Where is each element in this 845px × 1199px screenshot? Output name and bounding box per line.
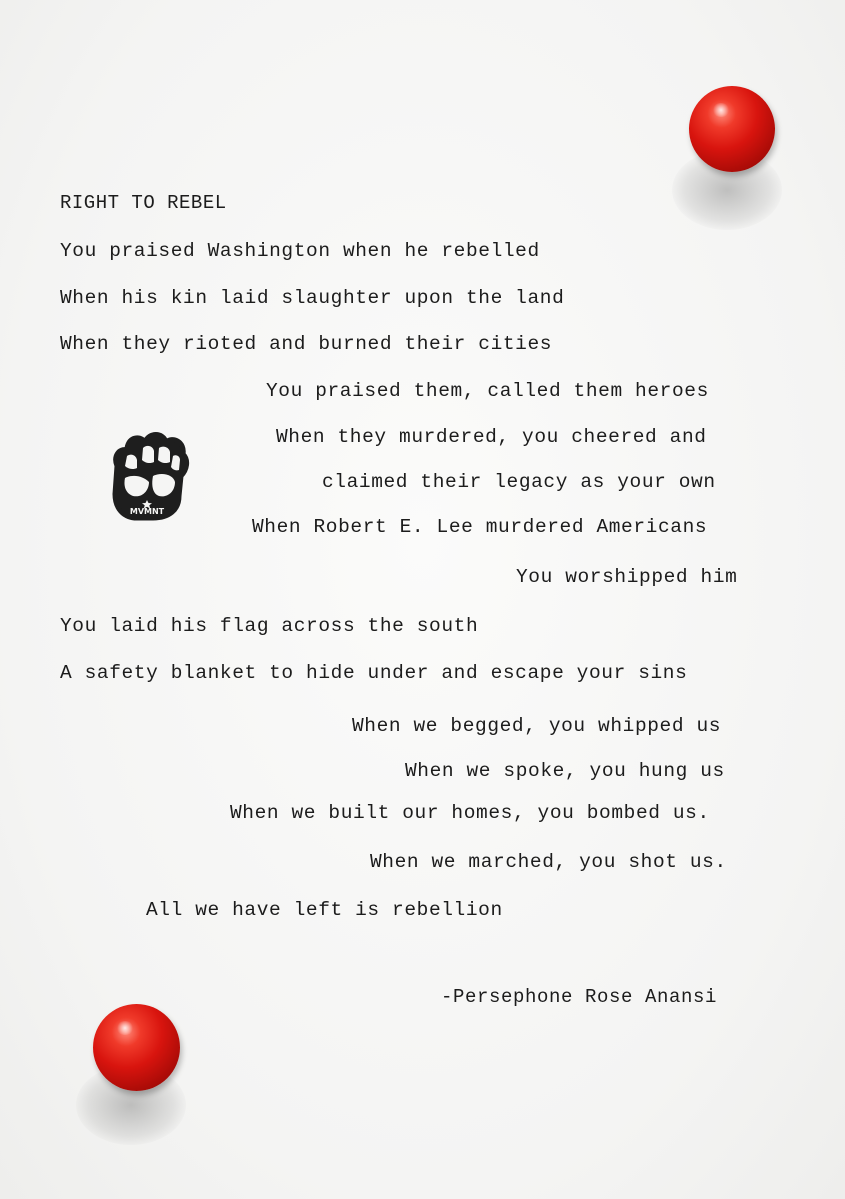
bead-highlight-top (712, 103, 730, 117)
poem-line: When his kin laid slaughter upon the land (60, 287, 565, 309)
poem-line: When we begged, you whipped us (352, 715, 722, 737)
poem-line: claimed their legacy as your own (322, 471, 716, 493)
poem-line: When we spoke, you hung us (405, 760, 725, 782)
poem-line: When they murdered, you cheered and (276, 426, 707, 448)
poem-line: When we marched, you shot us. (370, 851, 727, 873)
poem-signature: -Persephone Rose Anansi (441, 986, 718, 1008)
stamp-label: MVMNT (129, 507, 165, 516)
poem-line: You laid his flag across the south (60, 615, 479, 637)
poem-line: You worshipped him (516, 566, 738, 588)
bead-highlight-bottom (116, 1021, 134, 1035)
poem-line: When we built our homes, you bombed us. (230, 802, 710, 824)
poem-line: When they rioted and burned their cities (60, 333, 553, 355)
poem-line: When Robert E. Lee murdered Americans (252, 516, 708, 538)
poem-line: A safety blanket to hide under and escape your sins (60, 662, 688, 684)
red-bead-top (689, 86, 775, 172)
poem-line: All we have left is rebellion (146, 899, 503, 921)
red-bead-bottom (93, 1004, 180, 1091)
raised-fist-icon (103, 426, 191, 530)
poem-line: You praised Washington when he rebelled (60, 240, 540, 262)
poem-line: You praised them, called them heroes (266, 380, 709, 402)
poem-title: RIGHT TO REBEL (60, 192, 227, 214)
